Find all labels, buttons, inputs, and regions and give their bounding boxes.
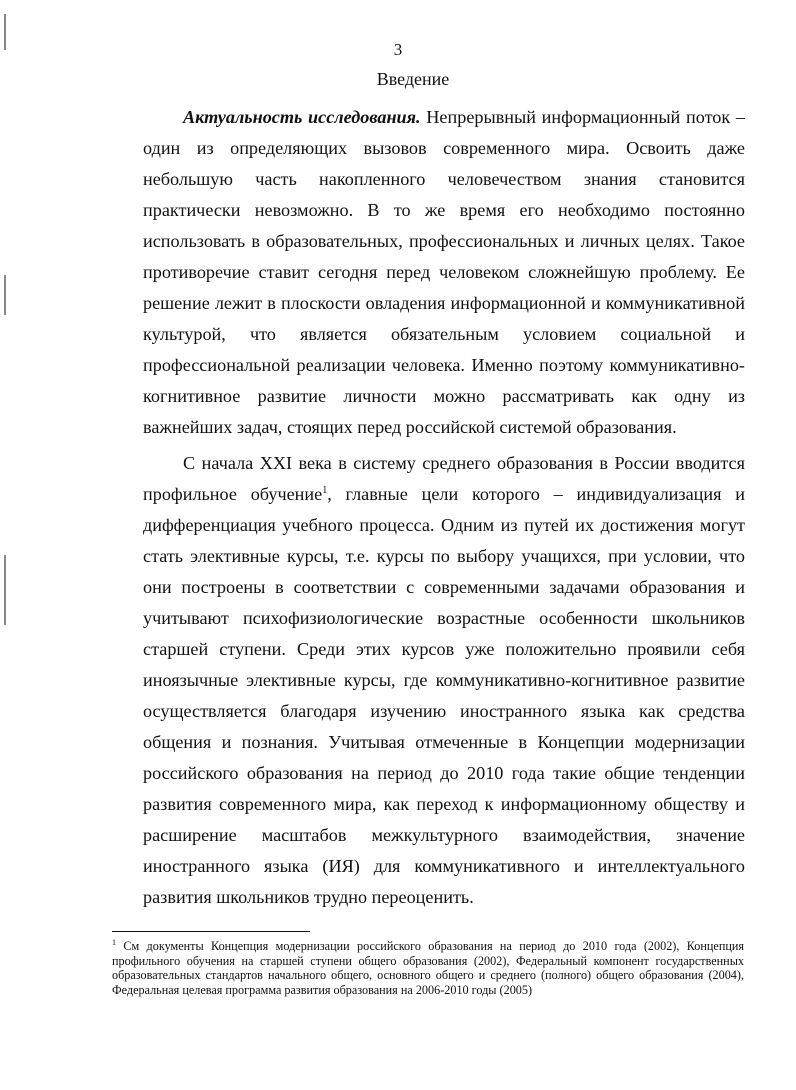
scan-artifact [4,275,6,315]
paragraph-text: С начала XXI века в систему среднего образования в России вводится профильное обучение [143,453,745,504]
paragraph-2 [143,448,745,913]
scan-artifact [4,555,6,625]
paragraph-text: Непрерывный информационный поток – один из определяющих вызовов современного мира. Освоить даже небольшую часть накопленного человечеством знания становится практически невозможно. В то же время его необходимо постоянно использовать в образовательных, профессиональных и личных целях. Такое противоречие ставит сегодня перед человеком сложнейшую проблему. Ее решение лежит в плоскости овладения информационной и коммуникативной культурой, что является обязательным условием социальной и профессиональной реализации человека. Именно поэтому коммуникативно-когнитивное развитие личности можно рассматривать как одну из важнейших задач, стоящих перед российской системой образования. [143,107,745,437]
paragraph-text: , главные цели которого – индивидуализация и дифференциация учебного процесса. Одним из путей их достижения могут стать элективные курсы, т.е. курсы по выбору учащихся, при условии, что они построены в соответствии с современными задачами образования и учитывают психофизиологические возрастные особенности школьников старшей ступени. Среди этих курсов уже положительно проявили себя иноязычные элективные курсы, где коммуникативно-когнитивное развитие осуществляется благодаря изучению иностранного языка как средства общения и познания. Учитывая отмеченные в Концепции модернизации российского образования на период до 2010 года такие общие тенденции развития современного мира, как переход к информационному обществу и расширение масштабов межкультурного взаимодействия, значение иностранного языка (ИЯ) для коммуникативного и интеллектуального развития школьников трудно переоценить. [143,484,746,907]
paragraph-lead: Актуальность исследования. [183,107,421,127]
paragraph-1 [143,102,745,443]
footnote [112,939,744,997]
footnote-marker: 1 [112,937,116,947]
footnote-reference[interactable]: 1 [322,484,328,496]
page-number: 3 [393,40,403,59]
footnote-divider [112,931,310,932]
section-heading: Введение [376,69,450,89]
footnote-text: См документы Концепция модернизации российского образования на период до 2010 года (2002), Концепция профильного обучения на старшей ступени общего образования (2002), Федеральный компонент государственных образовательных стандартов начального общего, основного общего и среднего (полного) общего образования (2004), Федеральная целевая программа развития образования на 2006-2010 годы (2005) [112,939,744,997]
